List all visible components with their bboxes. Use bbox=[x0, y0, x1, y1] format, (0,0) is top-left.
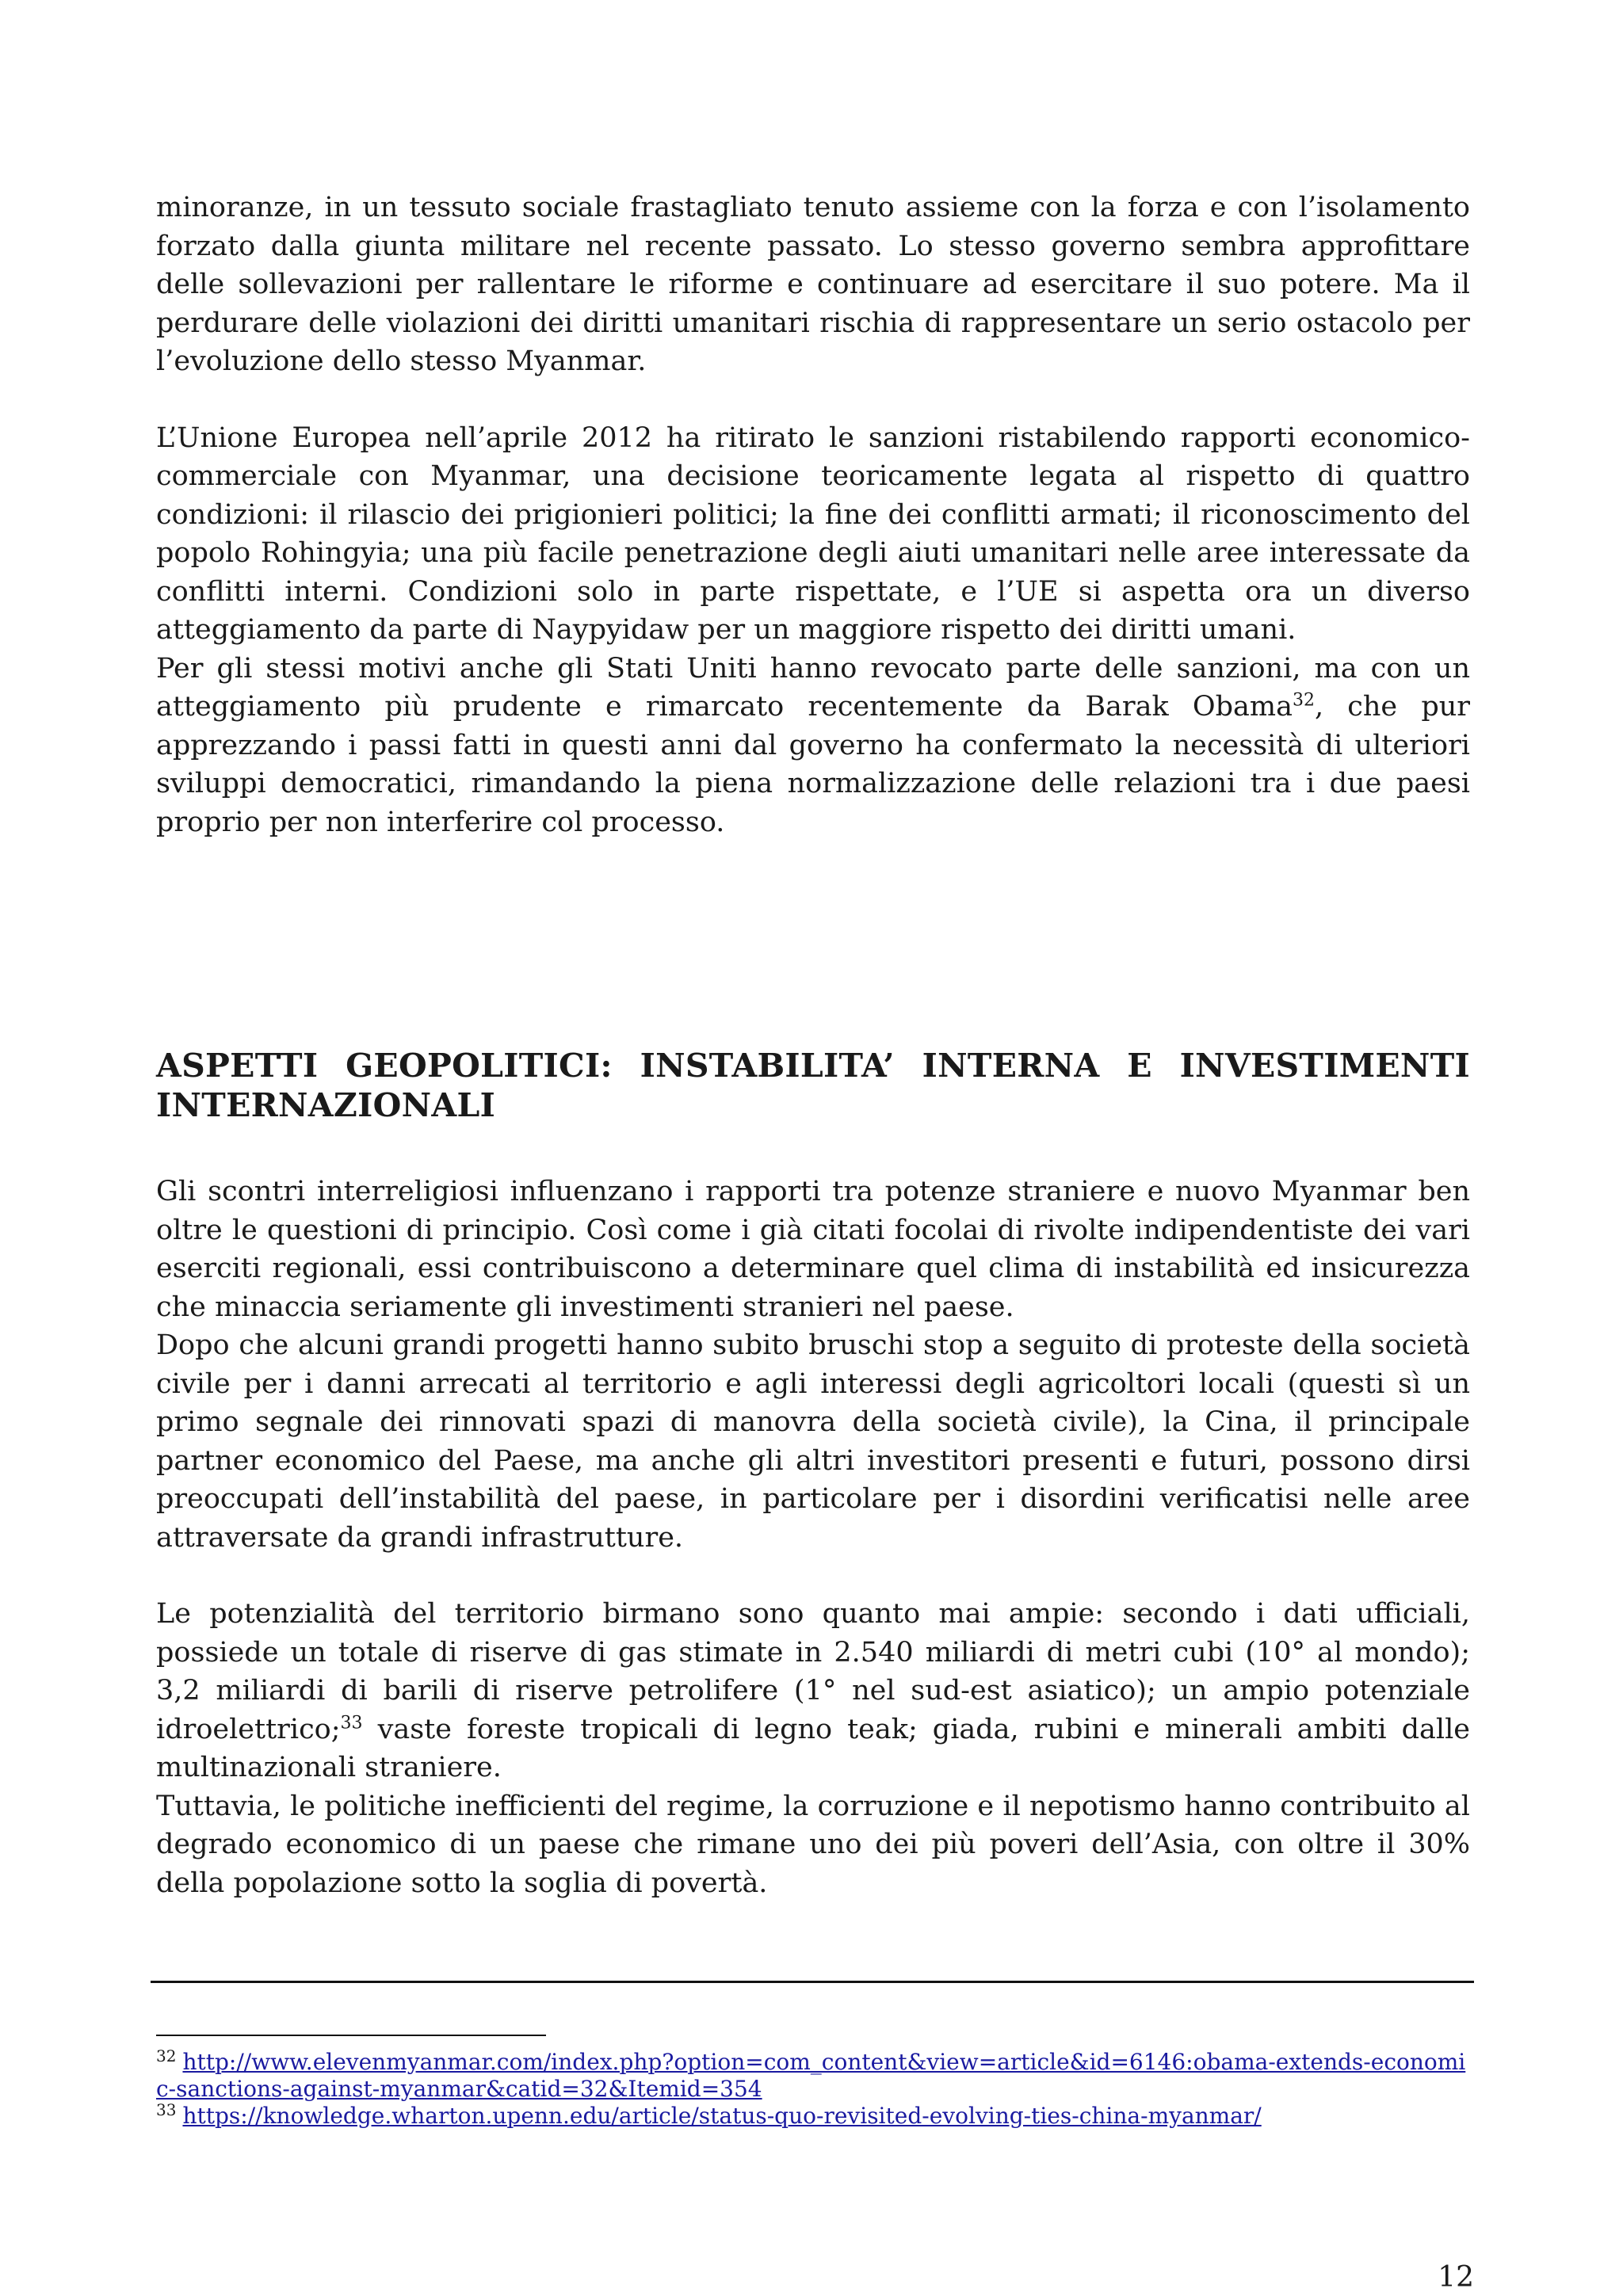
footnote-32 bbox=[156, 2046, 1470, 2103]
footnote-ref-33[interactable]: 33 bbox=[340, 1712, 363, 1733]
text-span: Per gli stessi motivi anche gli Stati Uniti hanno revocato parte delle sanzioni, ma con un atteggiamento più prudente e rimarcato recentemente da Barak Obama bbox=[156, 652, 1470, 723]
paragraph-unione-europea: L’Unione Europea nell’aprile 2012 ha ritirato le sanzioni ristabilendo rapporti economico-commerciale con Myanmar, una decisione teoricamente legata al rispetto di quattro condizioni: il rilascio dei prigionieri politici; la fine dei conflitti armati; il riconoscimento del popolo Rohingyia; una più facile penetrazione degli aiuti umanitari nelle aree interessate da conflitti interni. Condizioni solo in parte rispettate, e l’UE si aspetta ora un diverso atteggiamento da parte di Naypyidaw per un maggiore rispetto dei diritti umani. bbox=[156, 421, 1470, 646]
heading-spacer bbox=[156, 1125, 1470, 1173]
paragraph-stati-uniti bbox=[156, 650, 1470, 842]
body-text bbox=[156, 189, 1470, 1902]
footnote-link-32[interactable]: http://www.elevenmyanmar.com/index.php?option=com_content&view=article&id=6146:obama-extends-economic-sanctions-against-myanmar&catid=32&Itemid=354 bbox=[156, 2049, 1466, 2102]
paragraph-scontri: Gli scontri interreligiosi influenzano i rapporti tra potenze straniere e nuovo Myanmar ben oltre le questioni di principio. Così come i già citati focolai di rivolte indipendentiste dei vari eserciti regionali, essi contribuiscono a determinare quel clima di instabilità ed insicurezza che minaccia seriamente gli investimenti stranieri nel paese. bbox=[156, 1176, 1470, 1323]
footnote-number: 32 bbox=[156, 2046, 177, 2065]
paragraph-spacer bbox=[156, 1557, 1470, 1595]
paragraph-minoranze: minoranze, in un tessuto sociale frastagliato tenuto assieme con la forza e con l’isolamento forzato dalla giunta militare nel recente passato. Lo stesso governo sembra approfittare delle sollevazioni per rallentare le riforme e continuare ad esercitare il suo potere. Ma il perdurare delle violazioni dei diritti umanitari rischia di rappresentare un serio ostacolo per l’evoluzione dello stesso Myanmar. bbox=[156, 192, 1470, 377]
paragraph-progetti: Dopo che alcuni grandi progetti hanno subito bruschi stop a seguito di proteste della società civile per i danni arrecati al territorio e agli interessi degli agricoltori locali (questi sì un primo segnale dei rinnovati spazi di manovra della società civile), la Cina, il principale partner economico del Paese, ma anche gli altri investitori presenti e futuri, possono dirsi preoccupati dell’instabilità del paese, in particolare per i disordini verificatisi nelle aree attraversate da grandi infrastrutture. bbox=[156, 1329, 1470, 1554]
footnote-separator-line bbox=[156, 2035, 546, 2036]
paragraph-tuttavia: Tuttavia, le politiche inefficienti del regime, la corruzione e il nepotismo hanno contribuito al degrado economico di un paese che rimane uno dei più poveri dell’Asia, con oltre il 30% della popolazione sotto la soglia di povertà. bbox=[156, 1790, 1470, 1899]
section-heading: ASPETTI GEOPOLITICI: INSTABILITA’ INTERNA E INVESTIMENTI INTERNAZIONALI bbox=[156, 1047, 1470, 1124]
footnote-ref-32[interactable]: 32 bbox=[1292, 690, 1315, 711]
page-number: 12 bbox=[1438, 2261, 1474, 2294]
text-span: , che pur apprezzando i passi fatti in questi anni dal governo ha confermato la necessità di ulteriori sviluppi democratici, rimandando la piena normalizzazione delle relazioni tra i due paesi proprio per non interferire col processo. bbox=[156, 691, 1470, 838]
footnotes bbox=[156, 2046, 1470, 2130]
paragraph-potenzialita bbox=[156, 1595, 1470, 1787]
footnote-33 bbox=[156, 2100, 1470, 2130]
paragraph-spacer bbox=[156, 381, 1470, 419]
footnote-link-33[interactable]: https://knowledge.wharton.upenn.edu/article/status-quo-revisited-evolving-ties-china-myanmar/ bbox=[182, 2103, 1262, 2129]
text-span: vaste foreste tropicali di legno teak; giada, rubini e minerali ambiti dalle multinazionali straniere. bbox=[156, 1713, 1470, 1783]
section-spacer bbox=[156, 841, 1470, 1046]
page-separator-line bbox=[151, 1981, 1474, 1983]
text-span: Le potenzialità del territorio birmano sono quanto mai ampie: secondo i dati ufficiali, possiede un totale di riserve di gas stimate in 2.540 miliardi di metri cubi (10° al mondo); 3,2 miliardi di barili di riserve petrolifere (1° nel sud-est asiatico); un ampio potenziale idroelettrico; bbox=[156, 1598, 1470, 1745]
footnote-number: 33 bbox=[156, 2100, 177, 2119]
